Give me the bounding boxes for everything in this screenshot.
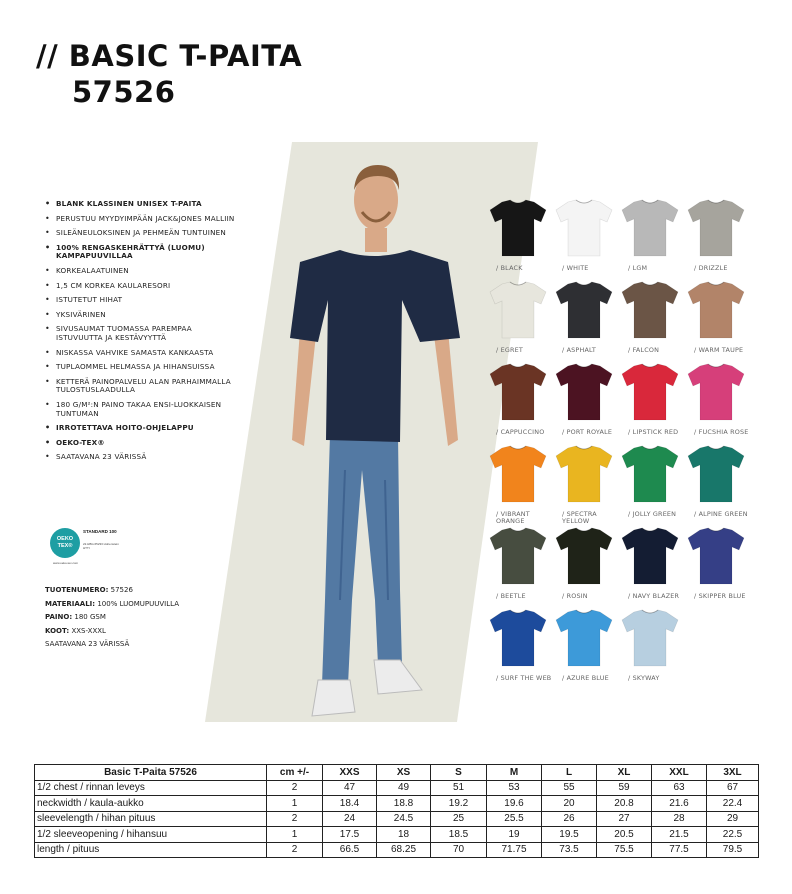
color-label: / ALPINE GREEN xyxy=(694,510,748,518)
title-line-2: 57526 xyxy=(72,75,176,109)
feature-item: • NISKASSA VAHVIKE SAMASTA KANKAASTA xyxy=(45,349,235,358)
table-cell: 75.5 xyxy=(597,842,652,858)
table-cell: 21.5 xyxy=(652,827,707,843)
color-swatch xyxy=(554,280,614,360)
table-cell: 18.5 xyxy=(431,827,487,843)
table-cell: neckwidth / kaula-aukko xyxy=(35,796,267,812)
table-cell: 66.5 xyxy=(323,842,377,858)
color-label: / BLACK xyxy=(496,264,523,272)
tshirt-swatch xyxy=(620,198,680,260)
table-cell: 68.25 xyxy=(377,842,431,858)
size-table-header-cell: S xyxy=(431,765,487,781)
tshirt-swatch xyxy=(686,526,746,588)
color-label: / SURF THE WEB xyxy=(496,674,552,682)
color-swatch xyxy=(620,608,680,688)
color-swatch xyxy=(686,280,746,360)
tshirt-swatch xyxy=(620,280,680,342)
table-cell: 70 xyxy=(431,842,487,858)
color-label: / SPECTRA YELLOW xyxy=(562,510,597,526)
table-cell: 28 xyxy=(652,811,707,827)
table-cell: 20.8 xyxy=(597,796,652,812)
table-cell: 2 xyxy=(267,842,323,858)
page-title xyxy=(36,38,302,110)
table-cell: 19.5 xyxy=(542,827,597,843)
color-label: / PORT ROYALE xyxy=(562,428,613,436)
table-cell: 53 xyxy=(487,780,542,796)
table-cell: 21.6 xyxy=(652,796,707,812)
tshirt-swatch xyxy=(554,198,614,260)
color-label: / ROSIN xyxy=(562,592,588,600)
table-cell: 18.4 xyxy=(323,796,377,812)
color-label: / LGM xyxy=(628,264,648,272)
feature-item: • ISTUTETUT HIHAT xyxy=(45,296,235,305)
color-label: / BEETLE xyxy=(496,592,526,600)
feature-item: • 1,5 CM KORKEA KAULARESORI xyxy=(45,282,235,291)
table-cell: 77.5 xyxy=(652,842,707,858)
tshirt-swatch xyxy=(686,362,746,424)
color-swatch xyxy=(488,198,548,278)
tshirt-swatch xyxy=(620,444,680,506)
table-cell: 1 xyxy=(267,796,323,812)
oeko-standard: STANDARD 100 xyxy=(83,529,117,534)
feature-item: • KETTERÄ PAINOPALVELU ALAN PARHAIMMALLA TULOSTUSLAADULLA xyxy=(45,378,235,395)
table-cell: 18 xyxy=(377,827,431,843)
oeko-certificate: 22.HBG.65233 Hohenstein HTTI xyxy=(83,542,119,550)
table-cell: 25.5 xyxy=(487,811,542,827)
color-label: / CAPPUCCINO xyxy=(496,428,545,436)
feature-item: • SIVUSAUMAT TUOMASSA PAREMPAA ISTUVUUTTA JA KESTÄVYYTTÄ xyxy=(45,325,235,342)
size-table xyxy=(34,764,759,858)
color-label: / NAVY BLAZER xyxy=(628,592,680,600)
table-cell: 24 xyxy=(323,811,377,827)
color-swatch xyxy=(620,198,680,278)
tshirt-swatch xyxy=(620,362,680,424)
table-cell: 1 xyxy=(267,827,323,843)
tshirt-swatch xyxy=(488,608,548,670)
color-swatch xyxy=(488,362,548,442)
table-cell: 59 xyxy=(597,780,652,796)
color-swatch xyxy=(686,444,746,524)
spec-material: MATERIAALI: 100% LUOMUPUUVILLA xyxy=(45,599,179,608)
spec-product-number: TUOTENUMERO: 57526 xyxy=(45,586,133,594)
color-swatch xyxy=(620,280,680,360)
color-label: / WARM TAUPE xyxy=(694,346,744,354)
tshirt-swatch xyxy=(554,608,614,670)
tshirt-swatch xyxy=(554,362,614,424)
color-swatch xyxy=(620,362,680,442)
table-cell: 51 xyxy=(431,780,487,796)
feature-list xyxy=(45,200,235,468)
table-cell: 79.5 xyxy=(707,842,759,858)
feature-item: • TUPLAOMMEL HELMASSA JA HIHANSUISSA xyxy=(45,363,235,372)
tshirt-swatch xyxy=(686,198,746,260)
size-table-header-cell: XXL xyxy=(652,765,707,781)
tshirt-swatch xyxy=(554,280,614,342)
tshirt-swatch xyxy=(686,280,746,342)
color-swatch xyxy=(554,362,614,442)
size-table-header-cell: XS xyxy=(377,765,431,781)
color-label: / LIPSTICK RED xyxy=(628,428,679,436)
color-label: / WHITE xyxy=(562,264,589,272)
color-label: / AZURE BLUE xyxy=(562,674,609,682)
table-row xyxy=(35,796,759,812)
table-cell: 2 xyxy=(267,780,323,796)
color-label: / VIBRANT ORANGE xyxy=(496,510,530,526)
feature-item: • SAATAVANA 23 VÄRISSÄ xyxy=(45,453,235,462)
size-table-header-cell: 3XL xyxy=(707,765,759,781)
table-cell: sleevelength / hihan pituus xyxy=(35,811,267,827)
table-cell: 20.5 xyxy=(597,827,652,843)
feature-item: • 180 G/M²:N PAINO TAKAA ENSI-LUOKKAISEN TUNTUMAN xyxy=(45,401,235,418)
feature-item: • SILEÄNEULOKSINEN JA PEHMEÄN TUNTUINEN xyxy=(45,229,235,238)
oeko-tex-logo: OEKO TEX® xyxy=(50,528,80,558)
color-swatch xyxy=(686,198,746,278)
table-cell: 63 xyxy=(652,780,707,796)
title-line-1: // BASIC T-PAITA xyxy=(36,39,303,73)
color-swatch xyxy=(686,526,746,606)
table-cell: 71.75 xyxy=(487,842,542,858)
color-swatch xyxy=(488,280,548,360)
table-cell: 19.6 xyxy=(487,796,542,812)
table-row xyxy=(35,842,759,858)
color-label: / SKYWAY xyxy=(628,674,660,682)
spec-sizes: KOOT: XXS-XXXL xyxy=(45,626,106,635)
tshirt-swatch xyxy=(620,526,680,588)
tshirt-swatch xyxy=(554,444,614,506)
feature-item: • OEKO-TEX® xyxy=(45,439,235,448)
table-row xyxy=(35,827,759,843)
color-swatch xyxy=(620,526,680,606)
color-label: / JOLLY GREEN xyxy=(628,510,677,518)
table-row xyxy=(35,780,759,796)
oeko-tex-label xyxy=(50,525,120,569)
table-cell: 17.5 xyxy=(323,827,377,843)
size-table-header xyxy=(35,765,759,781)
size-table-header-cell: M xyxy=(487,765,542,781)
color-swatch xyxy=(554,198,614,278)
table-cell: 1/2 sleeveopening / hihansuu xyxy=(35,827,267,843)
color-swatch xyxy=(554,526,614,606)
table-cell: 67 xyxy=(707,780,759,796)
color-swatch xyxy=(488,608,552,688)
size-table-header-cell: XL xyxy=(597,765,652,781)
oeko-url: www.oeko-tex.com xyxy=(53,561,79,565)
table-cell: 19 xyxy=(487,827,542,843)
color-swatch xyxy=(620,444,680,524)
table-cell: 49 xyxy=(377,780,431,796)
tshirt-swatch xyxy=(488,526,548,588)
spec-availability: SAATAVANA 23 VÄRISSÄ xyxy=(45,640,130,648)
size-table-header-cell: XXS xyxy=(323,765,377,781)
table-cell: 2 xyxy=(267,811,323,827)
table-cell: 26 xyxy=(542,811,597,827)
size-table-header-cell: Basic T-Paita 57526 xyxy=(35,765,267,781)
color-label: / FALCON xyxy=(628,346,660,354)
table-cell: 19.2 xyxy=(431,796,487,812)
color-swatch xyxy=(554,608,614,688)
table-cell: 18.8 xyxy=(377,796,431,812)
table-cell: 22.5 xyxy=(707,827,759,843)
size-table-header-cell: L xyxy=(542,765,597,781)
table-cell: 22.4 xyxy=(707,796,759,812)
table-cell: 55 xyxy=(542,780,597,796)
table-cell: 73.5 xyxy=(542,842,597,858)
table-cell: 1/2 chest / rinnan leveys xyxy=(35,780,267,796)
color-swatch xyxy=(488,444,548,524)
color-label: / SKIPPER BLUE xyxy=(694,592,746,600)
feature-item: • PERUSTUU MYYDYIMPÄÄN JACK&JONES MALLIIN xyxy=(45,215,235,224)
table-cell: 29 xyxy=(707,811,759,827)
tshirt-swatch xyxy=(488,444,548,506)
feature-item: • 100% RENGASKEHRÄTTYÄ (LUOMU) KAMPAPUUVILLAA xyxy=(45,244,235,261)
feature-item: • YKSIVÄRINEN xyxy=(45,311,235,320)
table-cell: 24.5 xyxy=(377,811,431,827)
tshirt-swatch xyxy=(620,608,680,670)
table-cell: length / pituus xyxy=(35,842,267,858)
color-swatch xyxy=(554,444,614,524)
product-specs xyxy=(45,584,179,652)
color-swatch xyxy=(686,362,749,442)
color-label: / DRIZZLE xyxy=(694,264,728,272)
color-swatch xyxy=(488,526,548,606)
table-cell: 25 xyxy=(431,811,487,827)
table-row xyxy=(35,811,759,827)
feature-item: • IRROTETTAVA HOITO-OHJELAPPU xyxy=(45,424,235,433)
tshirt-swatch xyxy=(686,444,746,506)
color-label: / ASPHALT xyxy=(562,346,597,354)
feature-item: • BLANK KLASSINEN UNISEX T-PAITA xyxy=(45,200,235,209)
tshirt-swatch xyxy=(488,198,548,260)
size-table-header-cell: cm +/- xyxy=(267,765,323,781)
color-label: / EGRET xyxy=(496,346,523,354)
tshirt-swatch xyxy=(488,280,548,342)
tshirt-swatch xyxy=(554,526,614,588)
table-cell: 47 xyxy=(323,780,377,796)
tshirt-swatch xyxy=(488,362,548,424)
color-label: / FUCSHIA ROSE xyxy=(694,428,749,436)
table-cell: 27 xyxy=(597,811,652,827)
spec-weight: PAINO: 180 GSM xyxy=(45,613,106,621)
feature-item: • KORKEALAATUINEN xyxy=(45,267,235,276)
table-cell: 20 xyxy=(542,796,597,812)
